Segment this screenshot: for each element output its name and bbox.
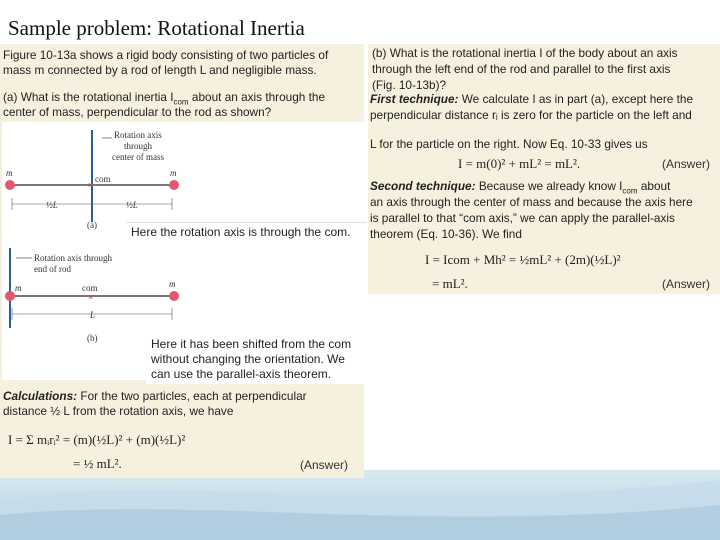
axis-label-a-2: through xyxy=(124,141,152,151)
first-technique-label: First technique: xyxy=(370,92,459,106)
second-tail: about xyxy=(640,179,671,193)
second-technique-label: Second technique: xyxy=(370,179,476,193)
figure-10-13 xyxy=(2,122,364,380)
intro-line-2: mass m connected by a rod of length L and negligible mass. xyxy=(3,63,317,77)
com-label-b: com xyxy=(82,283,98,293)
note-b-line-1: Here it has been shifted from the com xyxy=(151,337,352,351)
half-length-left: ½L xyxy=(46,200,58,210)
equation-a-1: I = Σ mᵢrᵢ² = (m)(½L)² + (m)(½L)² xyxy=(8,432,186,447)
caption-b: (b) xyxy=(87,333,98,343)
part-b-line-3: (Fig. 10-13b)? xyxy=(372,78,447,92)
equation-b-second-2: = mL². xyxy=(432,276,468,291)
part-a-line-2: center of mass, perpendicular to the rod as shown? xyxy=(3,105,272,119)
note-a-text: Here the rotation axis is through the com. xyxy=(131,225,351,239)
mass-label-left-a: m xyxy=(6,168,13,178)
slide-title: Sample problem: Rotational Inertia xyxy=(8,16,305,40)
second-technique-line-3: is parallel to that “com axis,” we can apply the parallel-axis xyxy=(370,211,675,225)
calc-line-2: distance ½ L from the rotation axis, we have xyxy=(3,404,234,418)
mass-label-right-b: m xyxy=(169,279,176,289)
answer-a: (Answer) xyxy=(300,458,349,472)
mass-label-left-b: m xyxy=(15,283,22,293)
second-technique-line-2: an axis through the center of mass and because the axis here xyxy=(370,195,693,209)
note-b-line-2: without changing the orientation. We xyxy=(151,352,345,366)
calc-text-1: For the two particles, each at perpendicular xyxy=(80,389,307,403)
second-technique-line-1: Second technique: Because we already know $I_{com}$ about xyxy=(370,179,671,196)
part-a-tail: about an axis through the xyxy=(191,90,326,104)
note-b-line-3: can use the parallel-axis theorem. xyxy=(151,367,332,381)
half-length-right: ½L xyxy=(126,200,138,210)
axis-label-a-3: center of mass xyxy=(112,152,164,162)
calc-label: Calculations: xyxy=(3,389,78,403)
calc-line-1 xyxy=(3,389,307,404)
answer-b-second: (Answer) xyxy=(662,277,711,291)
axis-label-b-1: Rotation axis through xyxy=(34,253,112,263)
note-box-b xyxy=(146,335,364,384)
second-text-1: Because we already know I xyxy=(478,179,623,193)
answer-b-first: (Answer) xyxy=(662,157,711,171)
com-mark-b: × xyxy=(88,292,94,302)
part-a-question: (a) What is the rotational inertia I xyxy=(3,90,174,104)
axis-label-a-1: Rotation axis xyxy=(114,130,162,140)
equation-a-2: = ½ mL². xyxy=(73,456,122,471)
com-label-a: com xyxy=(95,174,111,184)
second-technique-line-4: theorem (Eq. 10-36). We find xyxy=(370,227,522,241)
first-text-1: We calculate I as in part (a), except here the xyxy=(461,92,694,106)
axis-label-b-2: end of rod xyxy=(34,264,71,274)
part-a-subscript: com xyxy=(173,97,189,107)
com-mark-a: × xyxy=(88,180,94,190)
first-technique-line-2: perpendicular distance rᵢ is zero for the particle on the left and xyxy=(370,108,692,122)
equation-b-second-1: I = Icom + Mh² = ½mL² + (2m)(½L)² xyxy=(425,252,621,267)
particle-right-a xyxy=(169,180,179,190)
particle-right-b xyxy=(169,291,179,301)
equation-b-first: I = m(0)² + mL² = mL². xyxy=(458,156,581,171)
first-technique-line-3: L for the particle on the right. Now Eq. 10-33 gives us xyxy=(370,137,648,151)
mass-label-right-a: m xyxy=(170,168,177,178)
note-box-a xyxy=(126,222,366,242)
first-technique-line-1 xyxy=(370,92,693,107)
caption-a: (a) xyxy=(87,220,97,230)
length-label-b: L xyxy=(90,310,96,320)
particle-left-a xyxy=(5,180,15,190)
part-b-line-1: (b) What is the rotational inertia I of the body about an axis xyxy=(372,46,678,60)
intro-line-1: Figure 10-13a shows a rigid body consisting of two particles of xyxy=(3,48,329,62)
part-b-line-2: through the left end of the rod and parallel to the first axis xyxy=(372,62,671,76)
particle-left-b xyxy=(5,291,15,301)
